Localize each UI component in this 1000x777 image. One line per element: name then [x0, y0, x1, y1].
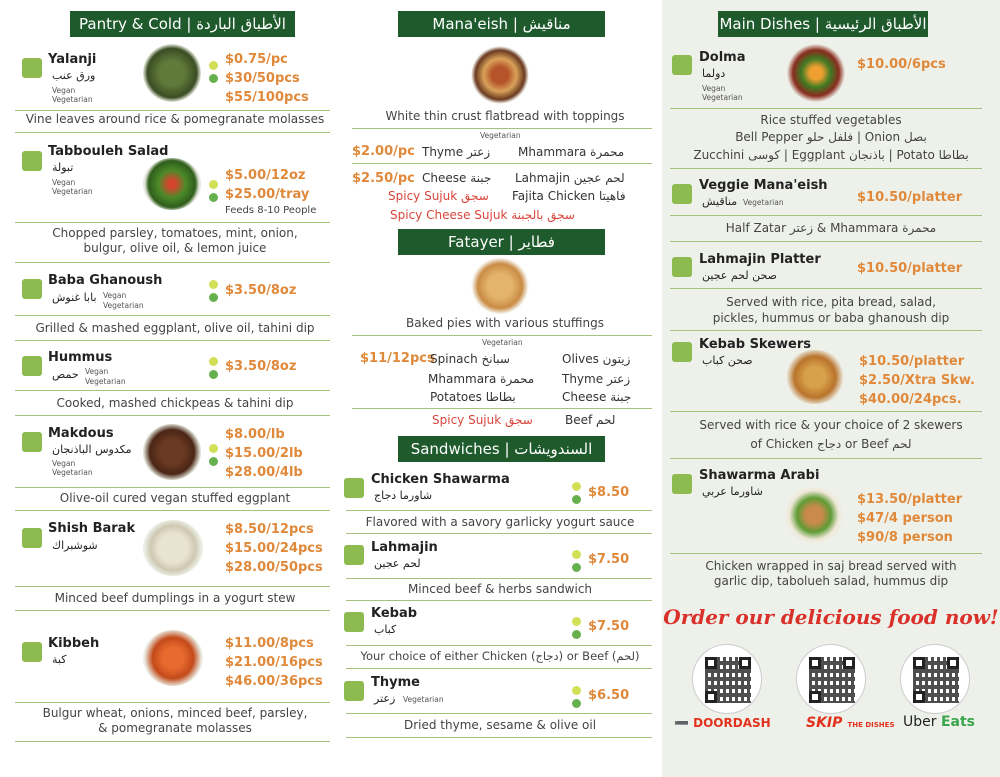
checkbox-kebab[interactable] [344, 612, 364, 632]
price: $15.00/24pcs [225, 541, 323, 556]
topping-lahmajin: Lahmajin لحم عجين [515, 171, 625, 185]
tag-vegan: Vegan [85, 367, 109, 376]
checkbox-baba-ghanoush[interactable] [22, 279, 42, 299]
stuffing-cheese: Cheese جبنة [562, 390, 632, 404]
checkbox-chicken-shawarma[interactable] [344, 478, 364, 498]
divider [670, 553, 982, 554]
checkbox-thyme[interactable] [344, 681, 364, 701]
tag-vegetarian: Vegetarian [743, 198, 784, 207]
skip-sub-text: THE DISHES [847, 721, 895, 729]
item-arabic-thyme: زعتر [374, 692, 396, 705]
qr-corner [809, 657, 821, 669]
divider [15, 390, 330, 391]
fatayer-desc: Baked pies with various stuffings [406, 316, 604, 330]
uber-text: Uber [903, 714, 937, 730]
item-name-tabbouleh: Tabbouleh Salad [48, 144, 169, 159]
item-arabic-shawarma-arabi: شاورما عربي [702, 485, 763, 498]
eats-text: Eats [940, 714, 976, 730]
divider [670, 108, 982, 109]
stuffing-beef: Beef لحم [565, 413, 616, 427]
item-arabic-shish-barak: شوشبراك [52, 539, 98, 552]
divider [352, 335, 652, 336]
tag-vegetarian: Vegetarian [85, 377, 126, 386]
shish-barak-photo [143, 520, 203, 576]
divider [15, 222, 330, 223]
qr-corner [843, 657, 855, 669]
qr-corner [809, 691, 821, 703]
divider [670, 411, 982, 412]
stuffing-spinach: Spinach سبانخ [430, 352, 510, 366]
item-name-lahmajin-platter: Lahmajin Platter [699, 252, 821, 267]
checkbox-hummus[interactable] [22, 356, 42, 376]
checkbox-dolma[interactable] [672, 55, 692, 75]
item-arabic-hummus: حمص [52, 368, 79, 381]
item-arabic-kebab-skewers: صحن كباب [702, 354, 753, 367]
item-arabic-tabbouleh: تبولة [52, 161, 74, 174]
feeds-note: Feeds 8-10 People [225, 205, 317, 216]
divider [670, 330, 982, 331]
item-desc-kebab: Your choice of either Chicken (دجاج) or Beef (لحم) [360, 649, 640, 663]
price: $10.50/platter [857, 190, 963, 205]
doordash-qr-code[interactable] [692, 644, 762, 714]
lahmajin-platter-desc-2: pickles, hummus or baba ghanoush dip [712, 311, 950, 325]
tag-vegetarian: Vegetarian [403, 695, 444, 704]
price: $3.50/8oz [225, 283, 297, 298]
divider [346, 510, 652, 511]
diet-dots [209, 280, 219, 306]
item-desc-kibbeh-2: & pomegranate molasses [98, 721, 252, 735]
item-arabic-chicken-shawarma: شاورما دجاج [374, 489, 433, 502]
item-desc-lahmajin: Minced beef & herbs sandwich [407, 582, 593, 596]
divider [15, 132, 330, 133]
yalanji-photo [143, 44, 201, 102]
kebab-skewers-desc: Served with rice & your choice of 2 skewers [699, 418, 963, 432]
item-name-dolma: Dolma [699, 50, 746, 65]
checkbox-shish-barak[interactable] [22, 528, 42, 548]
tag-vegan: Vegan [52, 178, 76, 187]
item-desc-tabbouleh: Chopped parsley, tomatoes, mint, onion, [52, 226, 298, 240]
main-dishes-header: Main Dishes | الأطباق الرئيسية [718, 11, 928, 37]
divider [15, 702, 330, 703]
item-arabic-lahmajin-platter: صحن لحم عجين [702, 269, 777, 282]
skip-text: SKIP [806, 715, 843, 731]
item-arabic-kebab: كباب [374, 623, 397, 636]
item-name-lahmajin: Lahmajin [371, 540, 438, 555]
price: $40.00/24pcs. [859, 392, 962, 407]
price: $10.50/platter [859, 354, 965, 369]
tag-vegetarian: Vegetarian [52, 95, 93, 104]
topping-mhammara: Mhammara محمرة [518, 145, 625, 159]
price: $2.50/Xtra Skw. [859, 373, 975, 388]
price: $25.00/tray [225, 187, 310, 202]
divider [670, 168, 982, 169]
divider [15, 741, 330, 742]
doordash-icon: ➖ [674, 716, 689, 730]
diet-dots [209, 444, 219, 470]
tag-vegetarian: Vegetarian [52, 187, 93, 196]
item-name-hummus: Hummus [48, 350, 113, 365]
kebab-skewers-desc-2: of Chicken دجاج or Beef لحم [750, 437, 912, 451]
price: $8.50/12pcs [225, 522, 314, 537]
divider [15, 487, 330, 488]
item-name-thyme: Thyme [371, 675, 420, 690]
veggie-desc: Half Zatar زعتر & Mhammara محمرة [725, 221, 937, 235]
divider [15, 510, 330, 511]
sandwiches-header: Sandwiches | السندويشات [398, 436, 605, 462]
topping-fajita: Fajita Chicken فاهيتا [512, 189, 626, 203]
checkbox-lahmajin[interactable] [344, 545, 364, 565]
price: $55/100pcs [225, 90, 309, 105]
price: $10.00/6pcs [857, 57, 946, 72]
divider [346, 668, 652, 669]
price: $2.00/pc [352, 144, 415, 159]
doordash-logo[interactable] [674, 716, 771, 730]
divider [15, 586, 330, 587]
main-dishes-column [662, 0, 1000, 777]
order-now-text: Order our delicious food now! [663, 605, 999, 629]
divider [15, 262, 330, 263]
price: $28.00/50pcs [225, 560, 323, 575]
manaeish-photo [471, 46, 529, 104]
item-desc-kibbeh: Bulgur wheat, onions, minced beef, parsley, [42, 706, 308, 720]
price: $3.50/8oz [225, 359, 297, 374]
stuffing-spicy-sujuk: Spicy Sujuk سجق [432, 413, 533, 427]
uber-eats-qr-code[interactable] [900, 644, 970, 714]
item-desc-thyme: Dried thyme, sesame & olive oil [403, 718, 597, 732]
shawarma-arabi-photo [782, 487, 846, 543]
item-desc-tabbouleh-2: bulgur, olive oil, & lemon juice [83, 241, 267, 255]
item-arabic-baba-ghanoush: بابا غنوش [52, 291, 97, 304]
item-desc-baba-ghanoush: Grilled & mashed eggplant, olive oil, tahini dip [35, 321, 315, 335]
checkbox-yalanji[interactable] [22, 58, 42, 78]
item-desc-yalanji: Vine leaves around rice & pomegranate molasses [25, 112, 325, 126]
price: $15.00/2lb [225, 446, 303, 461]
diet-dots [572, 617, 582, 643]
divider [15, 110, 330, 111]
tag-vegetarian: Vegetarian [480, 131, 521, 140]
kebab-skewers-photo [784, 350, 846, 404]
price: $10.50/platter [857, 261, 963, 276]
item-name-shawarma-arabi: Shawarma Arabi [699, 468, 820, 483]
fatayer-header: Fatayer | فطاير [398, 229, 605, 255]
dolma-desc: Rice stuffed vegetables [760, 113, 902, 127]
pantry-cold-column [0, 0, 340, 777]
checkbox-veggie-manaeish[interactable] [672, 184, 692, 204]
divider [346, 533, 652, 534]
tag-vegetarian: Vegetarian [482, 338, 523, 347]
price: $13.50/platter [857, 492, 963, 507]
divider [670, 241, 982, 242]
makdous-photo [143, 424, 201, 480]
topping-spicy-cheese-sujuk: Spicy Cheese Sujuk سجق بالجبنة [390, 208, 575, 222]
skip-the-dishes-qr-code[interactable] [796, 644, 866, 714]
item-name-yalanji: Yalanji [48, 52, 97, 67]
shawarma-arabi-desc-2: garlic dip, tabolueh salad, hummus dip [713, 574, 949, 588]
price: $2.50/pc [352, 171, 415, 186]
tag-vegan: Vegan [103, 291, 127, 300]
qr-corner [913, 657, 925, 669]
qr-corner [947, 657, 959, 669]
item-arabic-veggie-manaeish: مناقيش [702, 195, 738, 208]
divider [15, 315, 330, 316]
topping-thyme: Thyme زعتر [422, 145, 491, 159]
item-desc-shish-barak: Minced beef dumplings in a yogurt stew [54, 591, 296, 605]
item-desc-chicken-shawarma: Flavored with a savory garlicky yogurt sauce [365, 515, 635, 529]
price: $8.00/lb [225, 427, 285, 442]
checkbox-kebab-skewers[interactable] [672, 342, 692, 362]
price: $46.00/36pcs [225, 674, 323, 689]
divider [346, 645, 652, 646]
divider [670, 288, 982, 289]
item-arabic-lahmajin: لحم عجين [374, 557, 421, 570]
checkbox-tabbouleh[interactable] [22, 151, 42, 171]
skip-the-dishes-logo[interactable] [806, 712, 895, 731]
fatayer-photo [471, 258, 529, 314]
price: $11.00/8pcs [225, 636, 314, 651]
manaeish-header: Mana'eish | مناقيش [398, 11, 605, 37]
manaeish-desc: White thin crust flatbread with toppings [385, 109, 625, 123]
diet-dots [572, 686, 582, 712]
dolma-veggies-1: Bell Pepper فلفل حلو | Onion بصل [735, 130, 927, 144]
price: $28.00/4lb [225, 465, 303, 480]
divider [346, 713, 652, 714]
price: $90/8 person [857, 530, 953, 545]
checkbox-makdous[interactable] [22, 432, 42, 452]
stuffing-potatoes: Potatoes بطاطا [430, 390, 516, 404]
price: $6.50 [588, 688, 630, 703]
item-desc-makdous: Olive-oil cured vegan stuffed eggplant [59, 491, 291, 505]
price: $11/12pcs [360, 351, 435, 366]
stuffing-olives: Olives زيتون [562, 352, 631, 366]
tag-vegan: Vegan [52, 459, 76, 468]
dolma-veggies-2: Zucchini كوسى | Eggplant باذنجان | Potato بطاطا [693, 148, 969, 162]
stuffing-mhammara: Mhammara محمرة [428, 372, 535, 386]
price: $5.00/12oz [225, 168, 306, 183]
topping-spicy-sujuk: Spicy Sujuk سجق [388, 189, 489, 203]
tag-vegetarian: Vegetarian [702, 93, 743, 102]
price: $30/50pcs [225, 71, 300, 86]
price: $7.50 [588, 619, 630, 634]
item-name-chicken-shawarma: Chicken Shawarma [371, 472, 510, 487]
checkbox-kibbeh[interactable] [22, 642, 42, 662]
diet-dots [572, 550, 582, 576]
diet-dots [572, 482, 582, 508]
price: $7.50 [588, 552, 630, 567]
item-name-shish-barak: Shish Barak [48, 521, 136, 536]
divider [670, 215, 982, 216]
item-name-veggie-manaeish: Veggie Mana'eish [699, 178, 828, 193]
checkbox-shawarma-arabi[interactable] [672, 474, 692, 494]
divider [15, 610, 330, 611]
item-arabic-kibbeh: كبة [52, 653, 67, 666]
item-name-kibbeh: Kibbeh [48, 636, 100, 651]
divider [352, 408, 652, 409]
stuffing-thyme: Thyme زعتر [562, 372, 631, 386]
tag-vegan: Vegan [52, 86, 76, 95]
diet-dots [209, 61, 219, 87]
price: $8.50 [588, 485, 630, 500]
divider [670, 458, 982, 459]
divider [346, 600, 652, 601]
doordash-text: DOORDASH [693, 716, 771, 730]
diet-dots [209, 357, 219, 383]
qr-corner [705, 691, 717, 703]
item-arabic-yalanji: ورق عنب [52, 69, 96, 82]
tag-vegetarian: Vegetarian [103, 301, 144, 310]
price: $0.75/pc [225, 52, 288, 67]
item-name-kebab-skewers: Kebab Skewers [699, 337, 812, 352]
checkbox-lahmajin-platter[interactable] [672, 257, 692, 277]
qr-corner [705, 657, 717, 669]
diet-dots [209, 180, 219, 206]
item-arabic-dolma: دولما [702, 67, 726, 80]
item-name-kebab: Kebab [371, 606, 418, 621]
item-name-baba-ghanoush: Baba Ghanoush [48, 273, 163, 288]
kibbeh-photo [143, 630, 203, 686]
manaeish-column [340, 0, 670, 777]
divider [352, 163, 652, 164]
shawarma-arabi-desc: Chicken wrapped in saj bread served with [705, 559, 957, 573]
dolma-photo [786, 44, 846, 102]
topping-cheese: Cheese جبنة [422, 171, 492, 185]
item-name-makdous: Makdous [48, 426, 114, 441]
lahmajin-platter-desc: Served with rice, pita bread, salad, [726, 295, 936, 309]
pantry-cold-header: Pantry & Cold | الأطباق الباردة [70, 11, 295, 37]
qr-corner [739, 657, 751, 669]
price: $21.00/16pcs [225, 655, 323, 670]
divider [15, 340, 330, 341]
item-arabic-makdous: مكدوس الباذنجان [52, 443, 132, 456]
item-desc-hummus: Cooked, mashed chickpeas & tahini dip [56, 396, 294, 410]
qr-corner [913, 691, 925, 703]
price: $47/4 person [857, 511, 953, 526]
tag-vegan: Vegan [702, 84, 726, 93]
divider [346, 578, 652, 579]
divider [352, 128, 652, 129]
uber-eats-logo[interactable] [903, 714, 975, 730]
tabbouleh-photo [143, 158, 201, 210]
divider [15, 415, 330, 416]
tag-vegetarian: Vegetarian [52, 468, 93, 477]
divider [346, 737, 652, 738]
